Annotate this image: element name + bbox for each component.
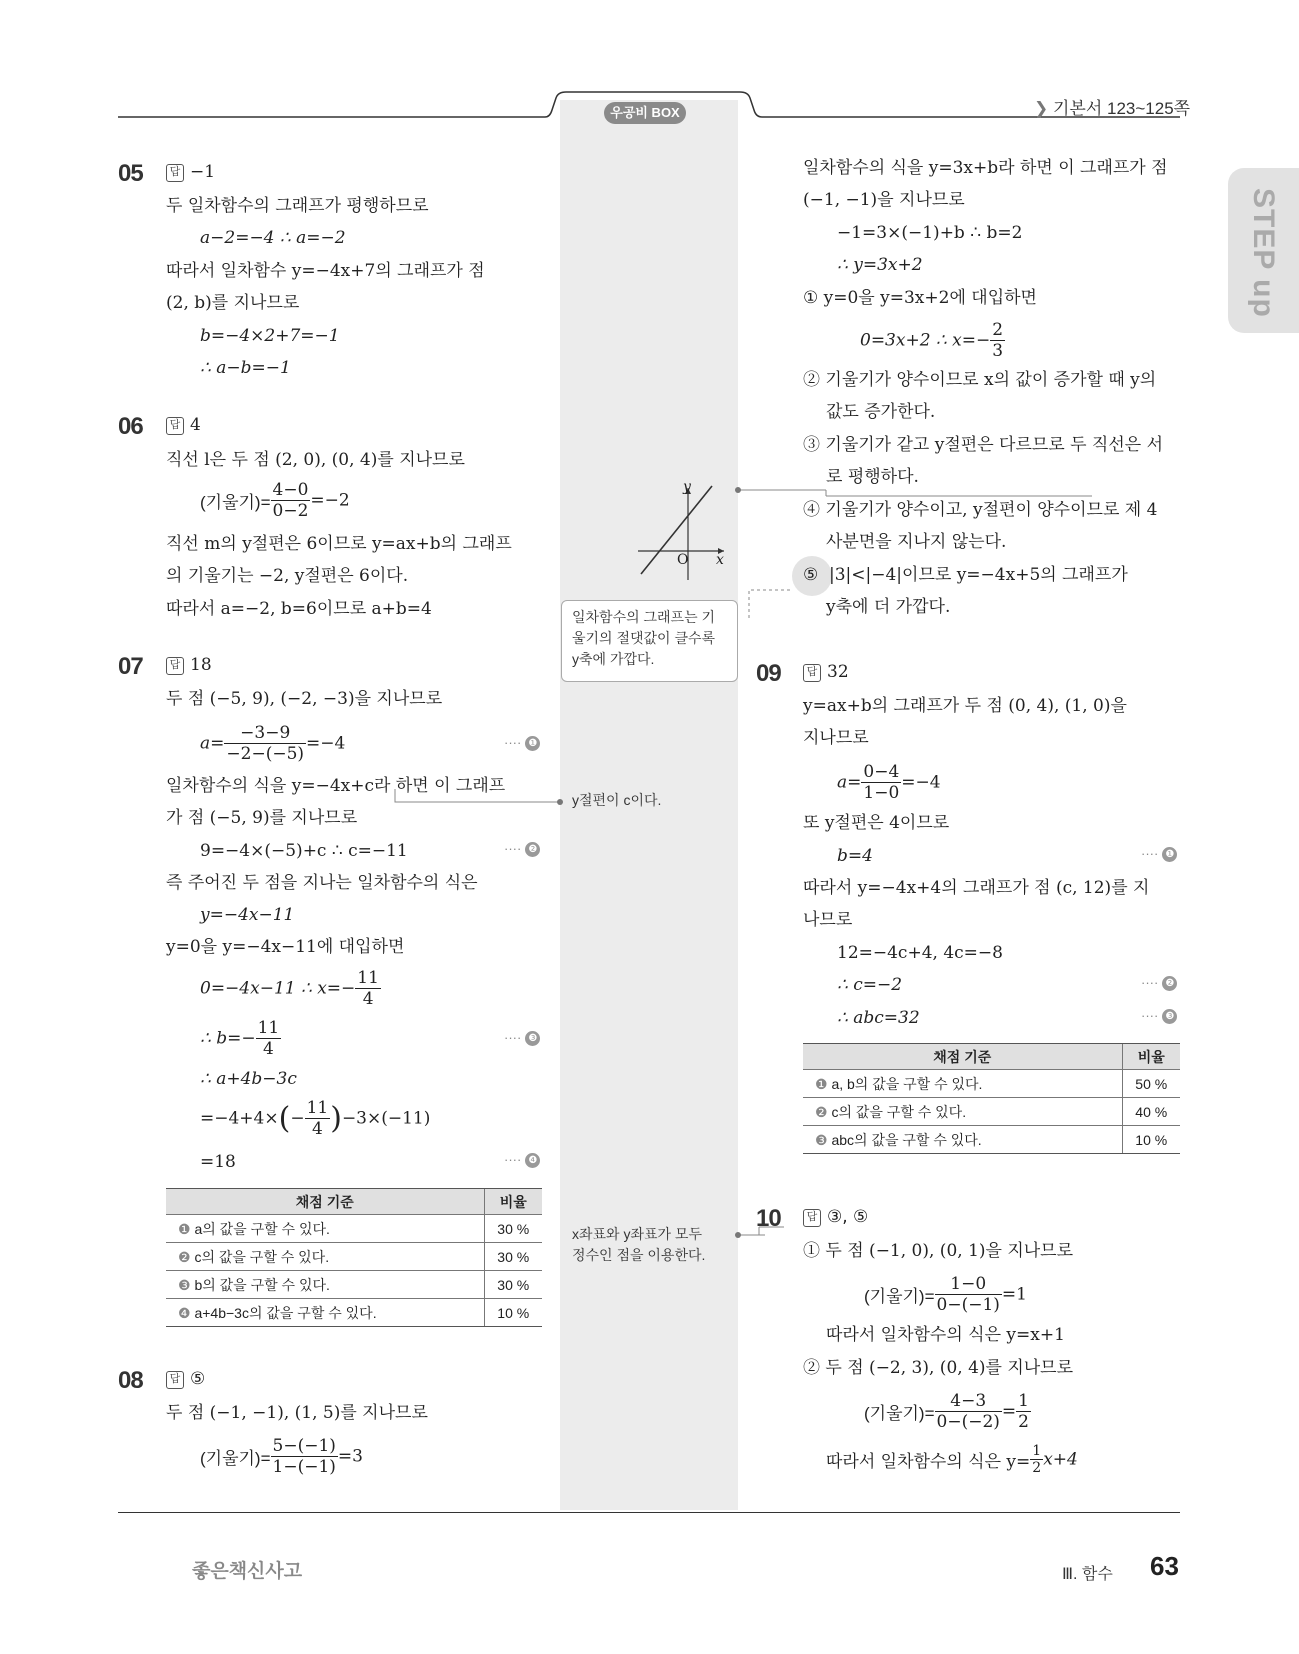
question-number: 06: [118, 413, 143, 440]
answer: 32: [827, 662, 849, 682]
axis-label-x: x: [716, 552, 724, 568]
scoring-table: [803, 1043, 1180, 1154]
equation-part: x+4: [1043, 1449, 1078, 1470]
option-line: 로 평행하다.: [826, 467, 919, 487]
solution-line: 두 점 (−5, 9), (−2, −3)을 지나므로: [166, 689, 443, 709]
solution-line: 일차함수의 식을 y=−4x+c라 하면 이 그래프: [166, 776, 506, 796]
option-mark: ⑤: [803, 565, 819, 585]
question-number: 07: [118, 653, 143, 680]
chapter-label: Ⅲ. 함수: [1062, 1566, 1113, 1583]
solution-line: 일차함수의 식을 y=3x+b라 하면 이 그래프가 점: [803, 158, 1168, 178]
table-cell: ❸ b의 값을 구할 수 있다.: [166, 1271, 484, 1299]
answer-icon: 답: [803, 1209, 821, 1227]
table-header: 채점 기준: [803, 1044, 1122, 1070]
answer-icon: 답: [166, 657, 184, 675]
solution-line: 두 점 (−1, −1), (1, 5)를 지나므로: [166, 1403, 428, 1423]
footer-rule: [118, 1512, 1180, 1513]
table-row: [803, 1126, 1180, 1154]
solution-line: 직선 l은 두 점 (2, 0), (0, 4)를 지나므로: [166, 450, 465, 470]
equals-sign: =: [1001, 1401, 1017, 1422]
publisher-logo: 좋은책신사고: [192, 1561, 303, 1582]
origin-label: O: [677, 552, 689, 568]
solution-line: 따라서 a=−2, b=6이므로 a+b=4: [166, 599, 432, 619]
answer-icon: 답: [166, 1371, 184, 1389]
answer-line: [803, 1205, 868, 1229]
table-header: 비율: [484, 1189, 542, 1215]
fraction-numerator: −3−9: [224, 723, 306, 744]
solution-line: 가 점 (−5, 9)를 지나므로: [166, 808, 358, 828]
fraction-denominator: 3: [992, 341, 1004, 361]
equation: =18: [200, 1152, 236, 1172]
table-cell: ❸ abc의 값을 구할 수 있다.: [803, 1126, 1122, 1154]
option-line: ② 기울기가 양수이므로 x의 값이 증가할 때 y의: [803, 370, 1157, 390]
step-up-label: STEP up: [1247, 188, 1280, 318]
equation: ∴ y=3x+2: [837, 255, 923, 275]
step-1-icon: ❶: [525, 736, 540, 751]
step-4-icon: ❹: [525, 1153, 540, 1168]
answer: ⑤: [190, 1369, 206, 1389]
step-marker: ···· ❸: [504, 1030, 540, 1046]
equation: a−2=−4 ∴ a=−2: [200, 228, 346, 248]
table-header: 비율: [1122, 1044, 1180, 1070]
option-line: ④ 기울기가 양수이고, y절편이 양수이므로 제 4: [803, 500, 1158, 520]
answer: −1: [190, 162, 216, 182]
fraction-denominator: 4: [263, 1039, 274, 1059]
solution-line: 따라서 일차함수의 식은 y=x+1: [826, 1325, 1065, 1345]
equation: ∴ a−b=−1: [200, 358, 291, 378]
table-cell: ❷ c의 값을 구할 수 있다.: [803, 1098, 1122, 1126]
fraction-denominator: 4: [362, 989, 374, 1009]
step-marker: ···· ❷: [1141, 975, 1177, 991]
question-number: 05: [118, 160, 143, 187]
equation: =−4+4×(− $\frac{11}{4}$ )−3×(−11): [200, 1098, 431, 1139]
note-box: [561, 600, 738, 682]
equation: b=−4×2+7=−1: [200, 326, 340, 346]
equation-part: 따라서 일차함수의 식은 y=: [826, 1452, 1031, 1472]
table-cell: 40 %: [1122, 1098, 1180, 1126]
option-line: 사분면을 지나지 않는다.: [826, 532, 1007, 552]
question-number: 10: [756, 1205, 781, 1232]
note-text-block: [572, 1224, 705, 1266]
fraction-denominator: 2: [1018, 1412, 1029, 1432]
note-text: y축에 가깝다.: [572, 651, 655, 667]
solution-line: 또 y절편은 4이므로: [803, 813, 950, 833]
fraction-denominator: 0−(−1): [936, 1295, 1000, 1315]
axis-label-y: y: [683, 479, 691, 495]
option-line: ① y=0을 y=3x+2에 대입하면: [803, 288, 1037, 308]
answer-icon: 답: [166, 417, 184, 435]
step-marker: ···· ❸: [1141, 1008, 1177, 1024]
equation: y=−4x−11: [200, 905, 295, 925]
note-text: 정수인 점을 이용한다.: [572, 1247, 706, 1263]
equation: ∴ abc=32: [837, 1008, 920, 1028]
table-cell: ❹ a+4b−3c의 값을 구할 수 있다.: [166, 1299, 484, 1327]
equation: 9=−4×(−5)+c ∴ c=−11: [200, 841, 408, 861]
fraction-denominator: 1−(−1): [272, 1457, 336, 1477]
fraction-numerator: 11: [257, 1018, 280, 1038]
equation-result: =3: [337, 1446, 363, 1467]
step-marker: ···· ❶: [504, 735, 540, 751]
table-cell: 30 %: [484, 1243, 542, 1271]
table-cell: ❶ a의 값을 구할 수 있다.: [166, 1215, 484, 1243]
equation-part: 0=−4x−11 ∴ x=−: [200, 978, 356, 999]
equation-part: −3×(−11): [341, 1108, 431, 1129]
fraction-numerator: 1−0: [935, 1274, 1002, 1295]
solution-line: (2, b)를 지나므로: [166, 293, 300, 313]
equation-result: =−2: [310, 490, 350, 511]
fraction-denominator: 0−2: [272, 501, 309, 521]
question-number: 09: [756, 660, 781, 687]
slope-equation: [837, 762, 941, 803]
solution-line: 두 일차함수의 그래프가 평행하므로: [166, 196, 429, 216]
solution-line: 따라서 일차함수 y=−4x+7의 그래프가 점: [166, 261, 485, 281]
fraction-denominator: 0−(−2): [936, 1412, 1000, 1432]
fraction-numerator: 1: [1032, 1443, 1042, 1459]
table-header: 채점 기준: [166, 1189, 484, 1215]
solution-line: 즉 주어진 두 점을 지나는 일차함수의 식은: [166, 873, 478, 893]
equation-part: 0=3x+2 ∴ x=−: [860, 330, 991, 351]
equation: 12=−4c+4, 4c=−8: [837, 943, 1003, 963]
fraction-numerator: 11: [357, 968, 379, 988]
answer: 4: [190, 415, 201, 435]
ref-pages: 123~125쪽: [1107, 99, 1191, 118]
fraction-numerator: 1: [1018, 1391, 1029, 1411]
step-2-icon: ❷: [525, 842, 540, 857]
fraction-denominator: −2−(−5): [226, 744, 305, 764]
answer-line: [803, 660, 849, 684]
solution-line: 나므로: [803, 910, 853, 930]
slope-label: (기울기)=: [864, 1287, 935, 1306]
equation: b=4: [837, 846, 873, 866]
table-cell: 30 %: [484, 1215, 542, 1243]
fraction-numerator: 5−(−1): [272, 1436, 336, 1456]
equation-result: =−4: [901, 772, 941, 793]
slope-label: (기울기)=: [200, 493, 271, 512]
solution-line: y=ax+b의 그래프가 두 점 (0, 4), (1, 0)을: [803, 696, 1127, 716]
equation-label: a=: [837, 772, 862, 793]
equation: −1=3×(−1)+b ∴ b=2: [837, 223, 1023, 243]
note-text: 울기의 절댓값이 클수록: [572, 630, 716, 646]
chevron-right-icon: ❯: [1034, 99, 1049, 118]
fraction-numerator: 4−0: [272, 480, 309, 500]
step-3-icon: ❸: [1162, 1009, 1177, 1024]
step-marker: ···· ❷: [504, 841, 540, 857]
solution-line: y=0을 y=−4x−11에 대입하면: [166, 937, 405, 957]
answer-icon: 답: [803, 664, 821, 682]
equation-result: =−4: [306, 733, 346, 754]
table-row: [803, 1070, 1180, 1098]
slope-label: (기울기)=: [864, 1404, 935, 1423]
equation: ∴ c=−2: [837, 975, 903, 995]
equation-result: =1: [1001, 1284, 1027, 1305]
solution-line: 지나므로: [803, 728, 869, 748]
slope-label: (기울기)=: [200, 1449, 271, 1468]
solution-line: 직선 m의 y절편은 6이므로 y=ax+b의 그래프: [166, 534, 512, 554]
step-marker: ···· ❹: [504, 1152, 540, 1168]
solution-line: ① 두 점 (−1, 0), (0, 1)을 지나므로: [803, 1241, 1074, 1261]
table-cell: ❶ a, b의 값을 구할 수 있다.: [803, 1070, 1122, 1098]
fraction-denominator: 4: [311, 1119, 323, 1139]
table-cell: 10 %: [484, 1299, 542, 1327]
answer: ③, ⑤: [827, 1207, 869, 1227]
table-row: [803, 1098, 1180, 1126]
option-line: y축에 더 가깝다.: [826, 597, 951, 617]
option-line: ③ 기울기가 같고 y절편은 다르므로 두 직선은 서: [803, 435, 1164, 455]
step-3-icon: ❸: [525, 1031, 540, 1046]
equation: ∴ a+4b−3c: [200, 1069, 297, 1089]
question-number: 08: [118, 1367, 143, 1394]
note-text: y절편이 c이다.: [572, 792, 662, 808]
answer: 18: [190, 655, 212, 675]
ref-prefix: 기본서: [1052, 99, 1103, 118]
step-marker: ···· ❶: [1141, 846, 1177, 862]
option-line: |3|<|−4|이므로 y=−4x+5의 그래프가: [829, 565, 1128, 585]
option-line: 값도 증가한다.: [826, 402, 936, 422]
note-text: 일차함수의 그래프는 기: [572, 609, 716, 625]
fraction-denominator: 1−0: [863, 783, 900, 803]
note-text: x좌표와 y좌표가 모두: [572, 1226, 702, 1242]
step-2-icon: ❷: [1162, 976, 1177, 991]
table-cell: 30 %: [484, 1271, 542, 1299]
fraction-numerator: 11: [306, 1098, 329, 1118]
fraction-numerator: 0−4: [863, 762, 900, 782]
table-cell: 10 %: [1122, 1126, 1180, 1154]
solution-line: 따라서 y=−4x+4의 그래프가 점 (c, 12)를 지: [803, 878, 1150, 898]
solution-line: (−1, −1)을 지나므로: [803, 190, 965, 210]
fraction-numerator: 4−3: [935, 1391, 1002, 1412]
step-1-icon: ❶: [1162, 847, 1177, 862]
equation-part: ∴ b=−: [200, 1028, 256, 1049]
table-cell: ❷ c의 값을 구할 수 있다.: [166, 1243, 484, 1271]
page-number: 63: [1150, 1551, 1179, 1581]
solution-line: ② 두 점 (−2, 3), (0, 4)를 지나므로: [803, 1358, 1074, 1378]
table-header-row: [803, 1044, 1180, 1070]
equation: [826, 1443, 1078, 1476]
slope-equation: [864, 1391, 1031, 1432]
table-cell: 50 %: [1122, 1070, 1180, 1098]
equation-label: a=: [200, 733, 225, 754]
fraction-numerator: 2: [992, 320, 1004, 340]
equation-part: =−4+4×: [200, 1108, 279, 1129]
answer-icon: 답: [166, 164, 184, 182]
slope-equation: [864, 1274, 1027, 1315]
box-label: 우공비 BOX: [604, 102, 686, 124]
fraction-denominator: 2: [1032, 1460, 1042, 1476]
solution-line: 의 기울기는 −2, y절편은 6이다.: [166, 566, 409, 586]
